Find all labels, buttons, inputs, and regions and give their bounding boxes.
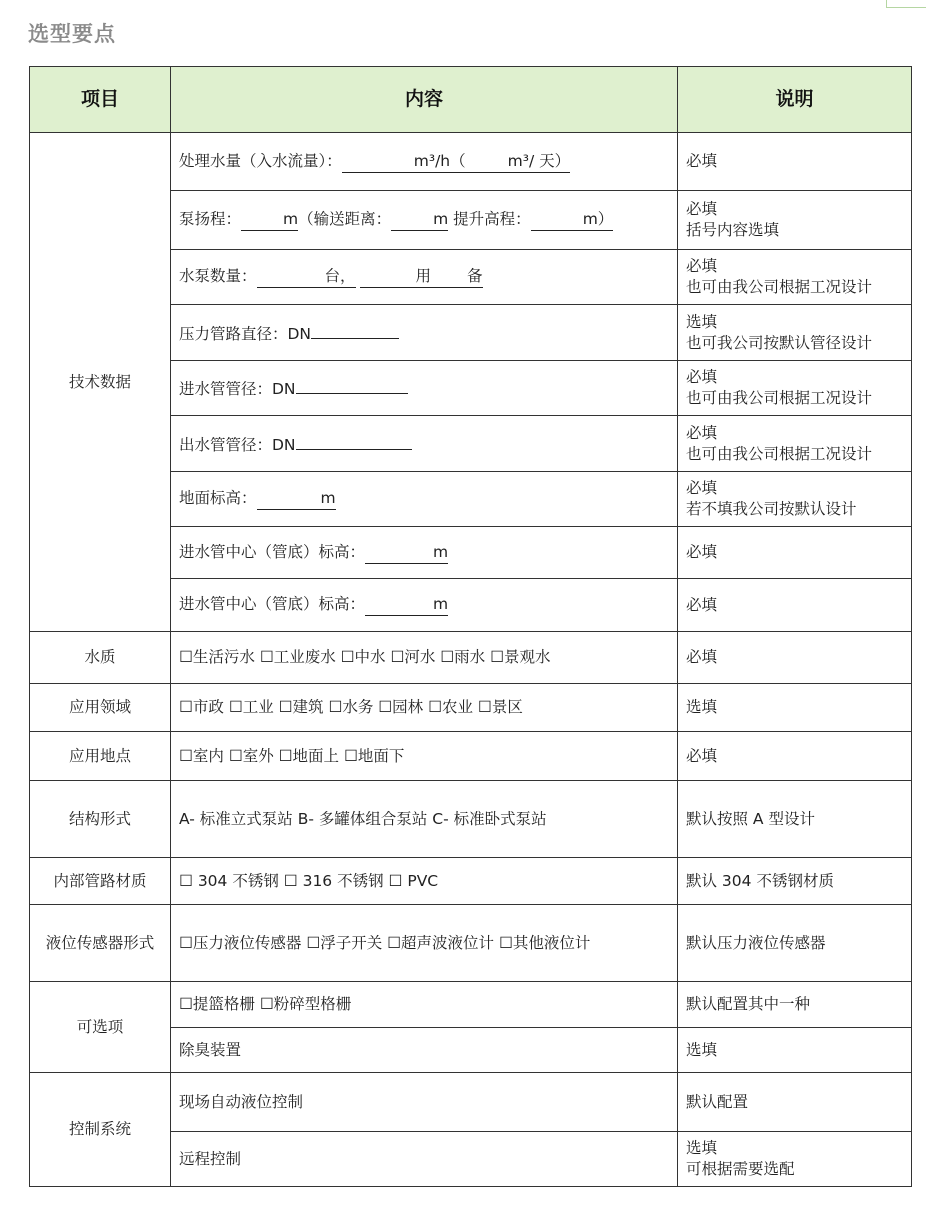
category-structure: 结构形式 — [30, 781, 171, 858]
note-line: 也可我公司按默认管径设计 — [686, 333, 873, 352]
ground-elevation-input[interactable] — [257, 488, 336, 510]
header-note: 说明 — [678, 67, 912, 133]
flow-rate-input[interactable] — [342, 151, 570, 173]
note-line: 可根据需要选配 — [686, 1160, 795, 1178]
note-line: 也可由我公司根据工况设计 — [686, 444, 873, 463]
row-label: （输送距离： — [298, 210, 392, 228]
row-label: 进水管中心（管底）标高： — [179, 595, 366, 613]
unit-label: 台， — [324, 267, 356, 285]
inlet-pipe-diameter-field[interactable] — [171, 361, 678, 416]
pump-active-standby-input[interactable] — [360, 266, 483, 288]
inlet-center-elevation-input-2[interactable] — [365, 594, 448, 616]
note-cell — [678, 416, 912, 472]
table-row — [30, 732, 912, 781]
note-line: 也可由我公司根据工况设计 — [686, 278, 873, 296]
note-line: 选填 — [686, 312, 718, 331]
note-cell — [678, 305, 912, 361]
application-site-options[interactable]: ☐室内 ☐室外 ☐地面上 ☐地面下 — [171, 732, 678, 781]
note-line: 必填 — [686, 257, 718, 275]
note-cell — [678, 133, 912, 191]
note-line: 选填 — [686, 1139, 718, 1157]
page-title: 选型要点 — [28, 21, 116, 46]
unit-label: m — [283, 210, 299, 228]
unit-label: m³/ 天） — [507, 151, 571, 170]
unit-label: m — [433, 210, 449, 228]
unit-label: m — [320, 489, 336, 507]
row-label: 压力管路直径：DN — [179, 324, 312, 343]
category-control-system: 控制系统 — [30, 1073, 171, 1187]
row-label: 水泵数量： — [179, 267, 257, 285]
note-cell — [678, 579, 912, 632]
local-control-option[interactable]: 现场自动液位控制 — [171, 1073, 678, 1132]
unit-label: m） — [582, 210, 614, 228]
selection-table — [29, 66, 912, 1187]
note-cell — [678, 472, 912, 527]
table-row — [30, 781, 912, 858]
pressure-pipe-diameter-input[interactable] — [311, 321, 399, 339]
note-line: 也可由我公司根据工况设计 — [686, 389, 873, 407]
remote-control-option[interactable]: 远程控制 — [171, 1132, 678, 1187]
ground-elevation-field[interactable] — [171, 472, 678, 527]
water-quality-options[interactable]: ☐生活污水 ☐工业废水 ☐中水 ☐河水 ☐雨水 ☐景观水 — [171, 632, 678, 684]
category-tech-data: 技术数据 — [30, 133, 171, 632]
note-cell: 默认按照 A 型设计 — [678, 781, 912, 858]
row-label: 地面标高： — [179, 489, 257, 507]
structure-options[interactable]: A- 标准立式泵站 B- 多罐体组合泵站 C- 标准卧式泵站 — [171, 781, 678, 858]
flow-rate-field[interactable] — [171, 133, 678, 191]
note-cell — [678, 191, 912, 250]
note-cell — [678, 250, 912, 305]
table-row — [30, 133, 912, 191]
note-cell: 默认配置其中一种 — [678, 982, 912, 1028]
note-cell — [678, 527, 912, 579]
note-cell: 选填 — [678, 684, 912, 732]
note-line: 必填 — [686, 152, 718, 170]
note-line: 必填 — [686, 200, 718, 218]
unit-label: 用 — [415, 267, 432, 285]
category-options: 可选项 — [30, 982, 171, 1073]
category-level-sensor: 液位传感器形式 — [30, 905, 171, 982]
note-cell: 默认 304 不锈钢材质 — [678, 858, 912, 905]
inlet-center-elevation-field[interactable] — [171, 527, 678, 579]
note-cell: 默认压力液位传感器 — [678, 905, 912, 982]
note-line: 必填 — [686, 423, 718, 442]
row-label: 处理水量（入水流量）： — [179, 151, 342, 170]
table-row — [30, 858, 912, 905]
table-row — [30, 982, 912, 1028]
table-row — [30, 1073, 912, 1132]
table-row — [30, 632, 912, 684]
unit-label: m — [433, 542, 449, 561]
note-line: 若不填我公司按默认设计 — [686, 500, 857, 518]
note-line: 必填 — [686, 368, 718, 386]
outlet-pipe-diameter-field[interactable] — [171, 416, 678, 472]
pump-head-field[interactable] — [171, 191, 678, 250]
application-field-options[interactable]: ☐市政 ☐工业 ☐建筑 ☐水务 ☐园林 ☐农业 ☐景区 — [171, 684, 678, 732]
row-label: 出水管管径：DN — [179, 435, 296, 454]
screen-options[interactable]: ☐提篮格栅 ☐粉碎型格栅 — [171, 982, 678, 1028]
corner-decoration — [886, 0, 926, 8]
category-application-field: 应用领域 — [30, 684, 171, 732]
note-line: 必填 — [686, 543, 718, 561]
pump-head-input[interactable] — [241, 209, 298, 231]
pipe-material-options[interactable]: ☐ 304 不锈钢 ☐ 316 不锈钢 ☐ PVC — [171, 858, 678, 905]
transport-distance-input[interactable] — [391, 209, 448, 231]
level-sensor-options[interactable]: ☐压力液位传感器 ☐浮子开关 ☐超声波液位计 ☐其他液位计 — [171, 905, 678, 982]
deodorizer-option[interactable]: 除臭装置 — [171, 1028, 678, 1073]
note-line: 必填 — [686, 595, 718, 614]
inlet-center-elevation-input[interactable] — [365, 542, 448, 564]
pump-count-field[interactable] — [171, 250, 678, 305]
outlet-pipe-diameter-input[interactable] — [296, 432, 412, 450]
note-line: 括号内容选填 — [686, 221, 780, 239]
table-row — [30, 684, 912, 732]
row-label: 泵扬程： — [179, 210, 242, 228]
note-cell — [678, 361, 912, 416]
row-label: 进水管中心（管底）标高： — [179, 542, 366, 561]
lift-height-input[interactable] — [531, 209, 614, 231]
unit-label: m³/h（ — [413, 151, 466, 170]
header-content: 内容 — [171, 67, 678, 133]
table-row — [30, 905, 912, 982]
header-item: 项目 — [30, 67, 171, 133]
row-label: 提升高程： — [448, 210, 531, 228]
unit-label: 备 — [467, 267, 483, 285]
note-line: 默认配置 — [686, 1092, 749, 1111]
category-water-quality: 水质 — [30, 632, 171, 684]
note-cell: 必填 — [678, 632, 912, 684]
note-line: 必填 — [686, 479, 718, 497]
category-pipe-material: 内部管路材质 — [30, 858, 171, 905]
note-cell — [678, 1132, 912, 1187]
note-cell — [678, 1073, 912, 1132]
note-cell: 必填 — [678, 732, 912, 781]
category-application-site: 应用地点 — [30, 732, 171, 781]
pump-total-input[interactable] — [257, 266, 356, 288]
pressure-pipe-diameter-field[interactable] — [171, 305, 678, 361]
table-header-row — [30, 67, 912, 133]
unit-label: m — [433, 595, 449, 613]
note-cell: 选填 — [678, 1028, 912, 1073]
inlet-pipe-diameter-input[interactable] — [296, 376, 408, 394]
row-label: 进水管管径：DN — [179, 380, 296, 398]
inlet-center-elevation-field-2[interactable] — [171, 579, 678, 632]
